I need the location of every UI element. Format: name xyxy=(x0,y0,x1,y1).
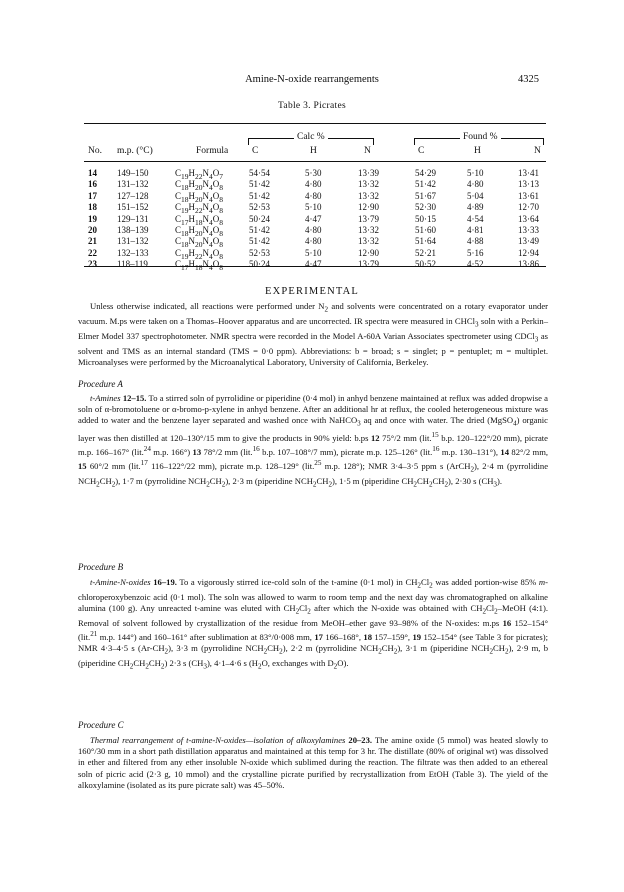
cell-calc-h: 4·80 xyxy=(305,236,322,247)
cell-no: 16 xyxy=(88,179,97,190)
cell-calc-c: 51·42 xyxy=(249,190,270,201)
cell-formula: $C_{17}H_{18}N_4O_8$ xyxy=(175,213,224,227)
table-row xyxy=(0,191,624,202)
cell-calc-c: 52·53 xyxy=(249,202,270,213)
table-header-rule xyxy=(84,161,546,162)
table-row xyxy=(0,202,624,213)
cell-found-h: 4·81 xyxy=(467,224,484,235)
procedure-c-body xyxy=(78,735,548,791)
cell-no: 21 xyxy=(88,236,97,247)
procedure-c-text: Thermal rearrangement of t-amine-N-oxides—isolation of alkoxylamines 20–23. The amine oxide (5 mmol) was heated slowly to 160°/30 mm in a short path distillation apparatus and maintained at this temp for 3 hr. The distillate (80% of original wt) was dissolved in ether and filtered from any ether insoluble N-oxide which sublimed during the reaction. The filtrate was then added to an ethereal soln of picric acid (2·3 g, 10 mmol) and the crystalline picrate purified by recrystallization from EtOH (Table 3). The yield of the alkoxylamine (isolated as its pure picrate salt) was 45–50%. xyxy=(78,735,548,790)
cell-found-n: 13·41 xyxy=(518,168,539,178)
procedure-b-title: Procedure B xyxy=(78,562,124,572)
calc-group-label: Calc % xyxy=(294,132,328,142)
cell-mp: 131–132 xyxy=(117,179,149,190)
cell-mp: 118–119 xyxy=(117,259,148,270)
experimental-intro-text: Unless otherwise indicated, all reactions were performed under $N_2$ and solvents were concentrated on a rotary evaporator under vacuum. M.ps were taken on a Thomas–Hoover apparatus and are uncorrected. IR spectra were measured in CHCl$_3$ soln with a Perkin–Elmer Model 337 spectrophotometer. NMR spectra were recorded in the Model A-60A Varian Associates spectrometer using CDCl$_3$ as solvent and TMS as an internal standard (TMS = 0·0 ppm). Abbreviations: b = broad; s = singlet; p = pentuplet; m = multiplet. Microanalyses were performed by the Microanalytical Laboratory, University of California, Berkeley. xyxy=(78,301,548,367)
cell-no: 14 xyxy=(88,168,97,178)
cell-found-h: 4·80 xyxy=(467,179,484,190)
cell-formula: $C_{18}H_{20}N_4O_8$ xyxy=(175,224,224,238)
table-row xyxy=(0,225,624,236)
col-header-mp: m.p. (°C) xyxy=(117,146,153,156)
cell-found-n: 13·61 xyxy=(518,190,539,201)
table-row xyxy=(0,248,624,259)
experimental-intro xyxy=(78,301,548,368)
col-header-found-n: N xyxy=(534,146,541,156)
procedure-b-body xyxy=(78,577,548,673)
table-bottom-rule xyxy=(84,266,546,267)
cell-no: 18 xyxy=(88,202,97,213)
cell-formula: $C_{18}H_{20}N_4O_8$ xyxy=(175,179,224,193)
cell-calc-n: 13·79 xyxy=(358,213,379,224)
table-row xyxy=(0,168,624,179)
cell-found-c: 50·52 xyxy=(415,259,436,270)
found-bracket xyxy=(414,132,544,144)
cell-calc-h: 5·10 xyxy=(305,247,322,258)
section-heading-experimental: EXPERIMENTAL xyxy=(264,286,360,297)
table-row xyxy=(0,236,624,250)
cell-found-c: 54·29 xyxy=(415,168,436,178)
cell-calc-c: 52·53 xyxy=(249,247,270,258)
cell-found-n: 13·33 xyxy=(518,224,539,235)
cell-mp: 149–150 xyxy=(117,168,149,178)
cell-calc-h: 4·80 xyxy=(305,190,322,201)
col-header-no: No. xyxy=(88,146,102,156)
cell-calc-c: 51·42 xyxy=(249,179,270,190)
col-header-formula: Formula xyxy=(196,146,229,156)
procedure-a-body xyxy=(78,393,548,491)
cell-calc-h: 5·10 xyxy=(305,202,322,213)
procedure-c-title: Procedure C xyxy=(78,720,124,730)
cell-calc-c: 50·24 xyxy=(249,259,270,270)
cell-calc-n: 12·90 xyxy=(358,247,379,258)
cell-no: 23 xyxy=(88,259,97,270)
cell-mp: 131–132 xyxy=(117,236,149,247)
cell-found-c: 52·21 xyxy=(415,247,436,258)
cell-mp: 127–128 xyxy=(117,190,149,201)
cell-calc-h: 4·80 xyxy=(305,224,322,235)
col-header-calc-c: C xyxy=(252,146,259,156)
calc-bracket xyxy=(248,132,374,144)
cell-found-n: 12·70 xyxy=(518,202,539,213)
cell-found-c: 51·42 xyxy=(415,179,436,190)
table-row xyxy=(0,214,624,225)
cell-mp: 132–133 xyxy=(117,247,149,258)
cell-calc-n: 12·90 xyxy=(358,202,379,213)
procedure-a-text: t-Amines 12–15. To a stirred soln of pyrrolidine or piperidine (0·4 mol) in anhyd benzene maintained at reflux was added dropwise a soln of α-bromotoluene or α-bromo-p-xylene in anhyd benzene. After an additional hr at reflux, the cooled heterogeneous mixture was added to water and the benzene layer separated and washed once with NaHCO$_3$ aq and once with water. The dried (MgSO$_4$) organic layer was then distilled at 120–130°/15 mm to give the products in 90% yield: b.ps 12 75°/2 mm (lit.$^{15}$ b.p. 120–122°/20 mm), picrate m.p. 166–167° (lit.$^{24}$ m.p. 166°) 13 78°/2 mm (lit.$^{16}$ b.p. 107–108°/7 mm), picrate m.p. 125–126° (lit.$^{16}$ m.p. 130–131°), 14 82°/2 mm, 15 60°/2 mm (lit.$^{17}$ 116–122°/22 mm), picrate m.p. 128–129° (lit.$^{25}$ m.p. 128°); NMR 3·4–3·5 ppm s (ArCH$_2$), 2·4 m (pyrrolidine $NCH_2CH_2$), 1·7 m (pyrrolidine $NCH_2CH_2$), 2·3 m (piperidine $NCH_2CH_2$), 1·5 m (piperidine $CH_2CH_2CH_2$), 2·30 s $(CH_3)$. xyxy=(78,393,549,489)
cell-found-c: 51·67 xyxy=(415,190,436,201)
cell-found-c: 52·30 xyxy=(415,202,436,213)
cell-found-c: 51·64 xyxy=(415,236,436,247)
cell-found-h: 5·04 xyxy=(467,190,484,201)
cell-calc-c: 54·54 xyxy=(249,168,270,178)
cell-mp: 129–131 xyxy=(117,213,149,224)
table-row xyxy=(0,259,624,270)
col-header-calc-n: N xyxy=(364,146,371,156)
cell-formula: $C_{19}H_{22}N_4O_8$ xyxy=(175,202,224,215)
cell-calc-n: 13·32 xyxy=(358,190,379,201)
cell-no: 20 xyxy=(88,224,97,235)
cell-no: 22 xyxy=(88,247,97,258)
cell-calc-n: 13·79 xyxy=(358,259,379,270)
cell-found-c: 50·15 xyxy=(415,213,436,224)
cell-calc-n: 13·32 xyxy=(358,224,379,235)
cell-formula: $C_{19}H_{22}N_4O_7$ xyxy=(175,168,224,181)
cell-found-h: 5·10 xyxy=(467,168,484,178)
page-number: 4325 xyxy=(518,74,539,85)
procedure-a-title: Procedure A xyxy=(78,379,123,389)
table-row xyxy=(0,179,624,193)
cell-found-c: 51·60 xyxy=(415,224,436,235)
cell-found-h: 4·54 xyxy=(467,213,484,224)
cell-formula: $C_{18}H_{20}N_4O_8$ xyxy=(175,190,224,204)
cell-calc-h: 4·80 xyxy=(305,179,322,190)
col-header-found-c: C xyxy=(418,146,425,156)
cell-calc-n: 13·32 xyxy=(358,236,379,247)
found-group-label: Found % xyxy=(460,132,501,142)
table-body xyxy=(0,168,624,271)
col-header-calc-h: H xyxy=(310,146,317,156)
cell-calc-n: 13·39 xyxy=(358,168,379,178)
cell-no: 17 xyxy=(88,190,97,201)
cell-mp: 138–139 xyxy=(117,224,149,235)
cell-no: 19 xyxy=(88,213,97,224)
cell-found-n: 13·49 xyxy=(518,236,539,247)
cell-calc-h: 5·30 xyxy=(305,168,322,178)
running-title: Amine-N-oxide rearrangements xyxy=(245,74,379,85)
cell-calc-h: 4·47 xyxy=(305,259,322,270)
cell-formula: $C_{18}N_{20}N_4O_8$ xyxy=(175,236,224,250)
cell-formula: $C_{17}H_{18}N_4O_8$ xyxy=(175,259,224,272)
cell-found-n: 13·64 xyxy=(518,213,539,224)
cell-mp: 151–152 xyxy=(117,202,149,213)
table-top-rule xyxy=(84,123,546,124)
cell-found-h: 4·88 xyxy=(467,236,484,247)
cell-found-h: 4·52 xyxy=(467,259,484,270)
procedure-b-text: t-Amine-N-oxides 16–19. To a vigorously stirred ice-cold soln of the t-amine (0·1 mol) in $CH_2Cl_2$ was added portion-wise 85% m-chloroperoxybenzoic acid (0·1 mol). The soln was allowed to warm to room temp and the next day was chromatographed on alkaline alumina (100 g). Any unreacted t-amine was eluted with $CH_2Cl_2$ after which the N-oxide was obtained with $CH_2Cl_2$–MeOH (4:1). Removal of solvent followed by crystallization of the residue from MeOH–ether gave 93–98% of the N-oxides: m.ps 16 152–154° (lit.$^{21}$ m.p. 144°) and 160–161° after sublimation at 83°/0·008 mm, 17 166–168°, 18 157–159°, 19 152–154° (see Table 3 for picrates); NMR 4·3–4·5 s $(Ar-CH_2)$, 3·3 m (pyrrolidine $NCH_2CH_2$), 2·2 m (pyrrolidine $NCH_2CH_2$), 3·1 m (piperidine $NCH_2CH_2$), 2·9 m, b (piperidine $CH_2CH_2CH_2$) 2·3 s $(CH_3)$, 4·1–4·6 s ($H_2O$, exchanges with $D_2O$). xyxy=(78,577,549,671)
cell-found-h: 5·16 xyxy=(467,247,484,258)
cell-calc-c: 51·42 xyxy=(249,236,270,247)
cell-calc-c: 50·24 xyxy=(249,213,270,224)
cell-found-n: 12·94 xyxy=(518,247,539,258)
col-header-found-h: H xyxy=(474,146,481,156)
cell-calc-n: 13·32 xyxy=(358,179,379,190)
cell-found-h: 4·89 xyxy=(467,202,484,213)
table-caption: Table 3. Picrates xyxy=(277,101,346,111)
cell-calc-c: 51·42 xyxy=(249,224,270,235)
cell-found-n: 13·13 xyxy=(518,179,539,190)
page-header xyxy=(0,74,624,90)
cell-formula: $C_{19}H_{22}N_4O_8$ xyxy=(175,247,224,261)
cell-found-n: 13·86 xyxy=(518,259,539,270)
cell-calc-h: 4·47 xyxy=(305,213,322,224)
